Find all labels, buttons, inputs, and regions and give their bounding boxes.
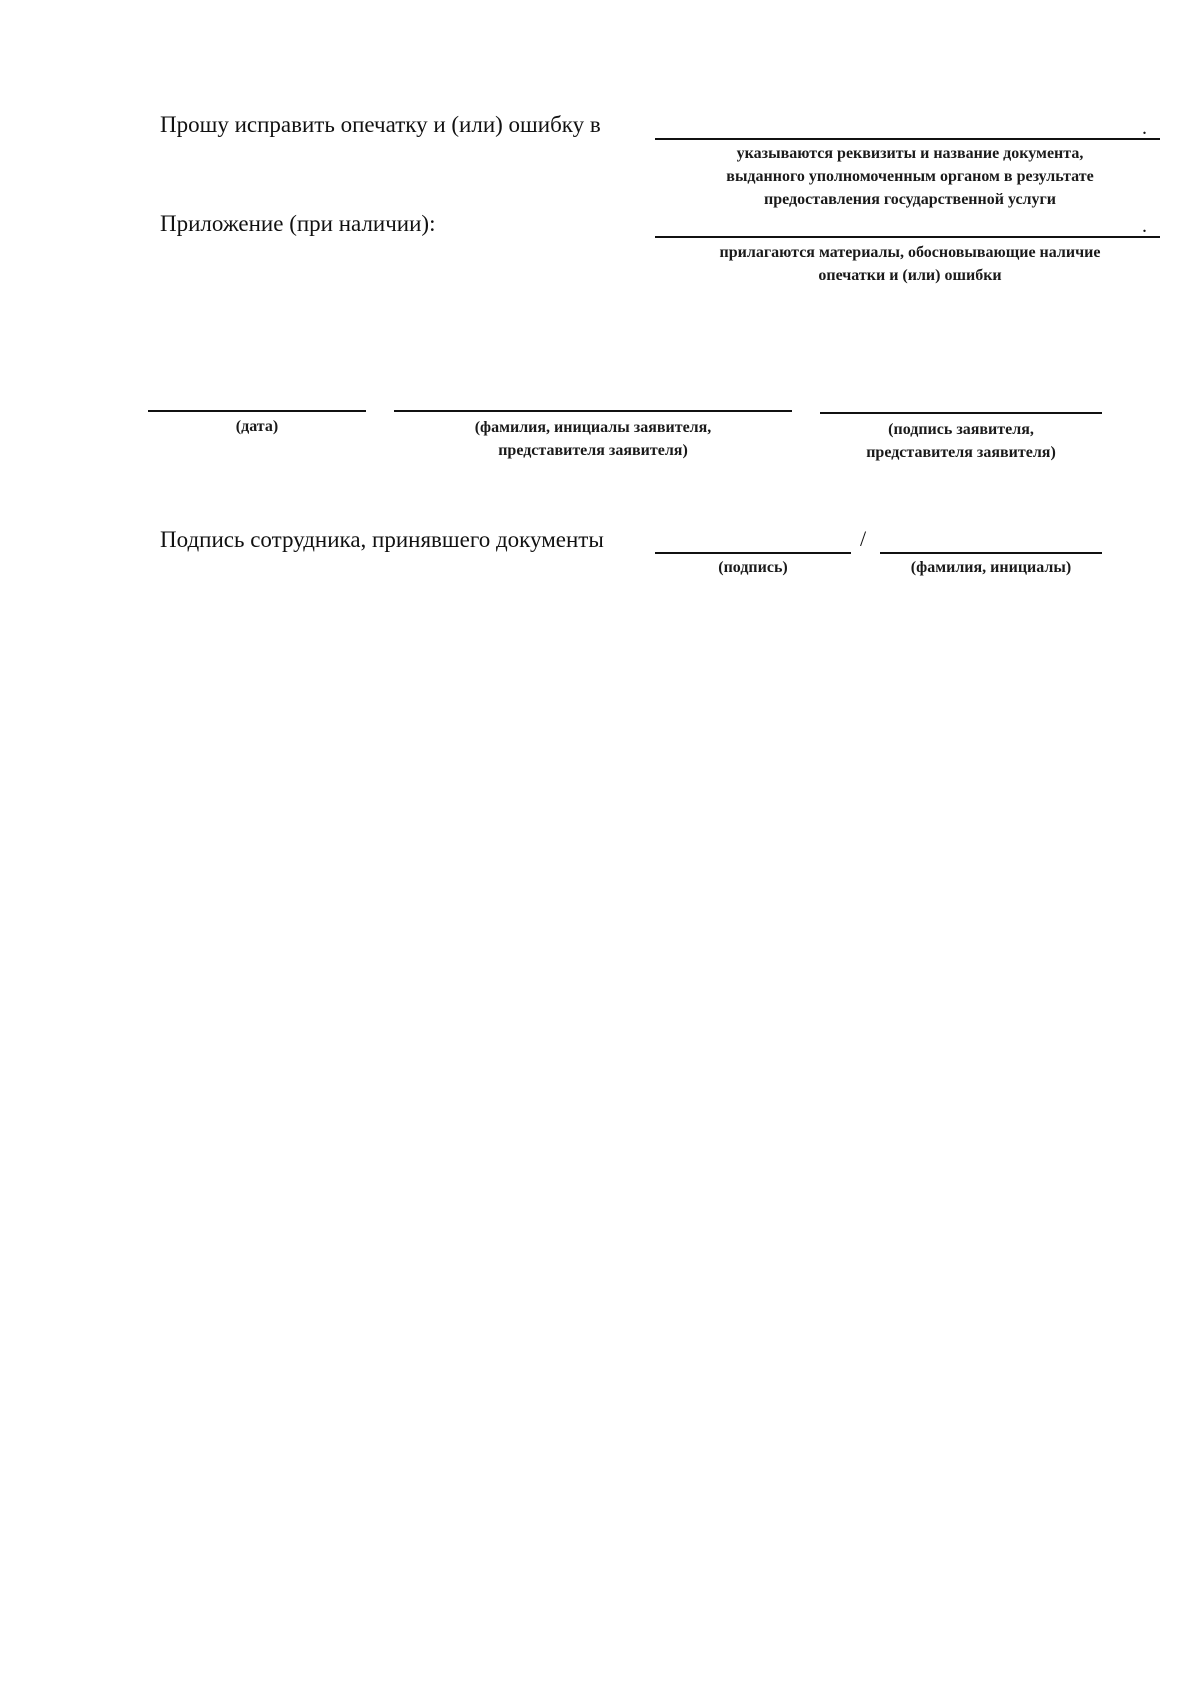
employee-separator: /: [860, 526, 867, 551]
request-end-mark: .: [1142, 117, 1147, 139]
employee-signature-line[interactable]: [655, 552, 851, 554]
applicant-signature-hint: [820, 418, 1102, 464]
attachment-hint-line: опечатки и (или) ошибки: [818, 267, 1002, 284]
employee-name-hint-text: (фамилия, инициалы): [910, 559, 1072, 576]
attachment-label: Приложение (при наличии):: [160, 211, 436, 236]
attachment-end-mark: .: [1142, 215, 1147, 237]
applicant-name-hint-line: представителя заявителя): [498, 442, 688, 459]
request-hint-line: предоставления государственной услуги: [763, 191, 1057, 208]
applicant-name-hint-line: (фамилия, инициалы заявителя,: [474, 419, 712, 436]
request-hint: [660, 142, 1160, 211]
employee-signature-hint: [655, 556, 851, 579]
employee-name-hint: [880, 556, 1102, 579]
employee-label: Подпись сотрудника, принявшего документы: [160, 527, 604, 552]
applicant-name-hint: [394, 416, 792, 462]
applicant-signature-hint-line: (подпись заявителя,: [888, 421, 1034, 438]
date-hint: [148, 415, 366, 438]
request-hint-line: указываются реквизиты и название документа,: [736, 145, 1084, 162]
employee-name-line[interactable]: [880, 552, 1102, 554]
employee-signature-hint-text: (подпись): [718, 559, 788, 576]
attachment-line[interactable]: [655, 236, 1160, 238]
applicant-signature-hint-line: представителя заявителя): [866, 444, 1056, 461]
attachment-hint-line: прилагаются материалы, обосновывающие наличие: [719, 244, 1101, 261]
applicant-name-line[interactable]: [394, 410, 792, 412]
date-hint-text: (дата): [235, 418, 279, 435]
request-document-line[interactable]: [655, 138, 1160, 140]
applicant-signature-line[interactable]: [820, 412, 1102, 414]
date-line[interactable]: [148, 410, 366, 412]
request-hint-line: выданного уполномоченным органом в результате: [726, 168, 1094, 185]
request-label: Прошу исправить опечатку и (или) ошибку в: [160, 112, 601, 137]
attachment-hint: [660, 241, 1160, 287]
